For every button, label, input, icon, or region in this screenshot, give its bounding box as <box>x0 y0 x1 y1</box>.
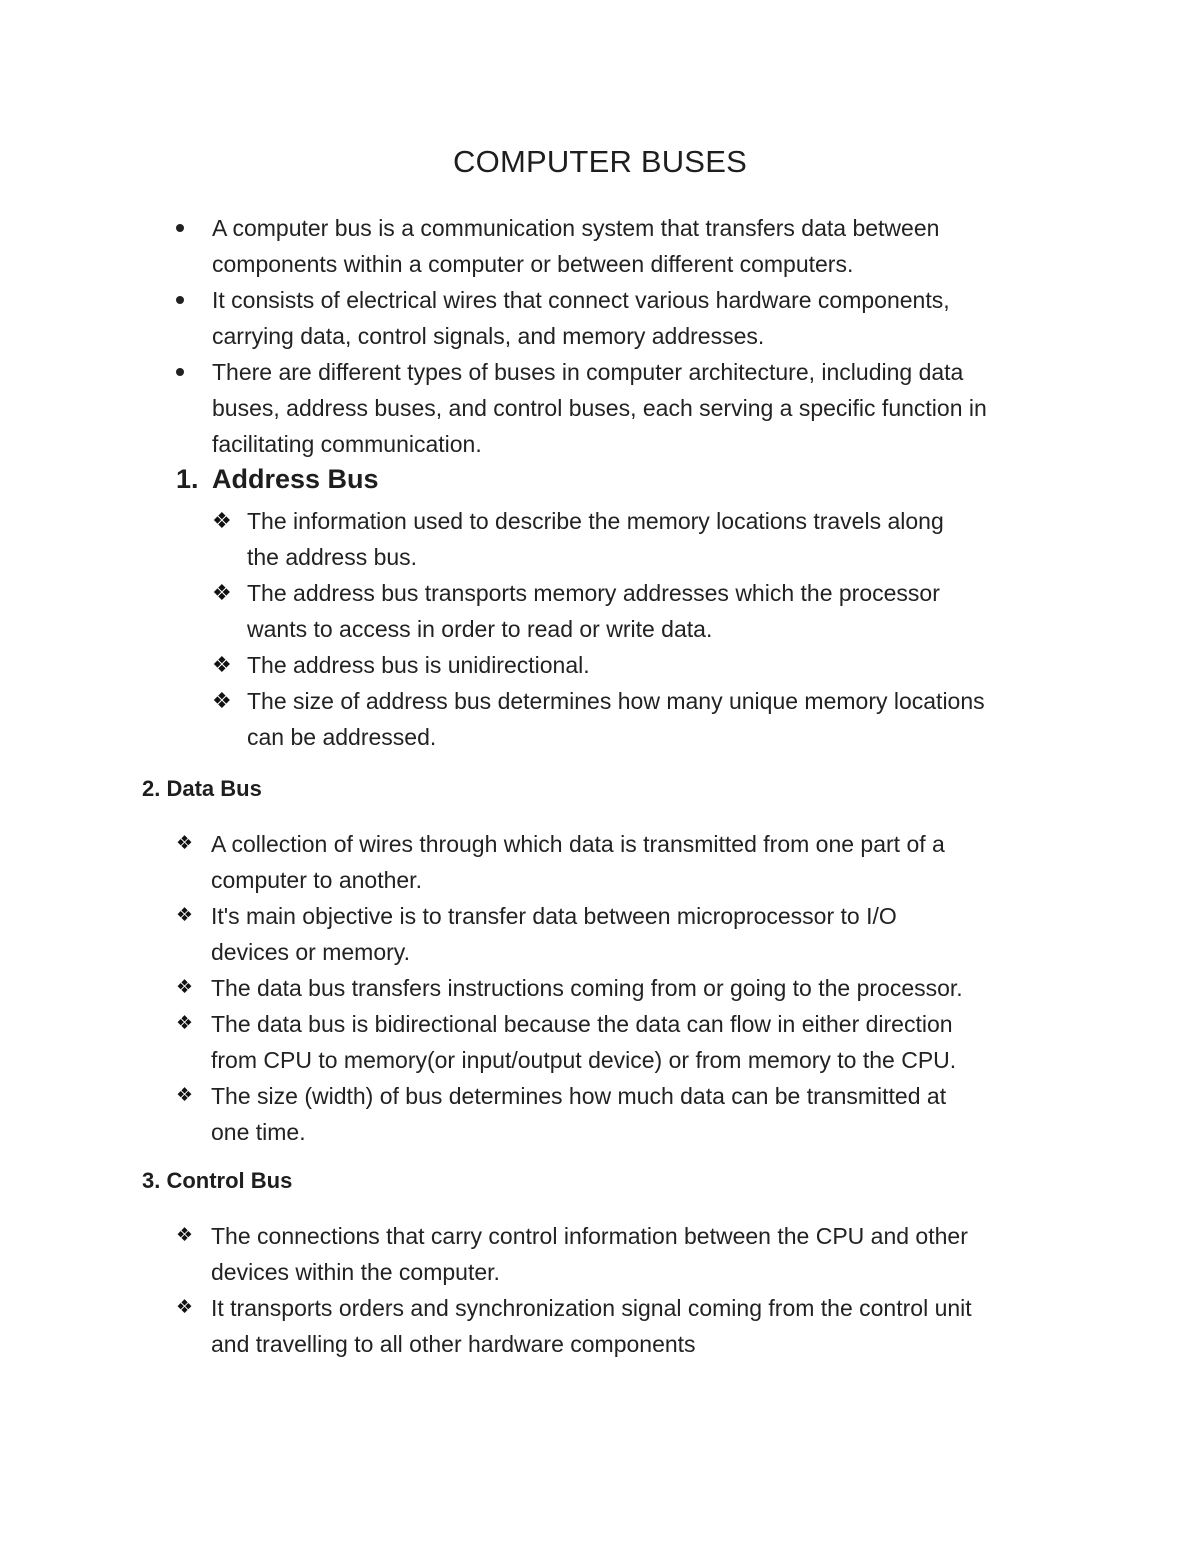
list-item-text: devices or memory. <box>211 939 410 965</box>
list-item-text: computer to another. <box>211 867 422 893</box>
list-item-text: The address bus is unidirectional. <box>247 652 590 678</box>
diamond-bullet-icon: ❖ <box>176 977 194 998</box>
document-title: COMPUTER BUSES <box>453 144 747 179</box>
diamond-bullet-icon: ❖ <box>176 1225 194 1246</box>
data-bus-heading: 2. Data Bus <box>142 776 262 801</box>
list-item-text: A computer bus is a communication system that transfers data between <box>212 215 940 241</box>
heading-text: Address Bus <box>212 464 379 494</box>
diamond-bullet-icon: ❖ <box>176 1013 194 1034</box>
list-item-text: carrying data, control signals, and memory addresses. <box>212 323 765 349</box>
list-item-text: It transports orders and synchronization signal coming from the control unit <box>211 1295 972 1321</box>
heading-number: 1. <box>176 464 199 494</box>
list-item-text: The data bus transfers instructions coming from or going to the processor. <box>211 975 963 1001</box>
list-item <box>176 1218 1076 1290</box>
bullet-icon <box>176 368 184 376</box>
list-item-text: one time. <box>211 1119 306 1145</box>
control-bus-heading: 3. Control Bus <box>142 1168 293 1193</box>
list-item-text: A collection of wires through which data is transmitted from one part of a <box>211 831 945 857</box>
control-bus-list <box>176 1218 1076 1362</box>
list-item <box>212 647 1082 683</box>
diamond-bullet-icon: ❖ <box>212 508 232 533</box>
diamond-bullet-icon: ❖ <box>212 688 232 713</box>
list-item <box>212 683 1082 755</box>
data-bus-list <box>176 826 1076 1150</box>
list-item-text: can be addressed. <box>247 724 437 750</box>
list-item-text: buses, address buses, and control buses, each serving a specific function in <box>212 395 987 421</box>
list-item-text: facilitating communication. <box>212 431 482 457</box>
list-item-text: There are different types of buses in computer architecture, including data <box>212 359 964 385</box>
diamond-bullet-icon: ❖ <box>212 652 232 677</box>
list-item <box>176 1078 1076 1150</box>
list-item-text: wants to access in order to read or write data. <box>247 616 713 642</box>
diamond-bullet-icon: ❖ <box>212 580 232 605</box>
list-item <box>176 1290 1076 1362</box>
list-item <box>176 826 1076 898</box>
address-bus-list <box>212 503 1082 755</box>
list-item-text: The data bus is bidirectional because the data can flow in either direction <box>211 1011 953 1037</box>
diamond-bullet-icon: ❖ <box>176 833 194 854</box>
list-item-text: The size (width) of bus determines how much data can be transmitted at <box>211 1083 947 1109</box>
list-item-text: It consists of electrical wires that connect various hardware components, <box>212 287 950 313</box>
list-item-text: the address bus. <box>247 544 418 570</box>
list-item-text: The address bus transports memory addresses which the processor <box>247 580 940 606</box>
list-item-text: from CPU to memory(or input/output device) or from memory to the CPU. <box>211 1047 957 1073</box>
list-item <box>172 282 1072 354</box>
list-item <box>172 210 1072 282</box>
list-item <box>176 1006 1076 1078</box>
diamond-bullet-icon: ❖ <box>176 1085 194 1106</box>
list-item-text: It's main objective is to transfer data between microprocessor to I/O <box>211 903 897 929</box>
diamond-bullet-icon: ❖ <box>176 905 194 926</box>
list-item-text: The connections that carry control information between the CPU and other <box>211 1223 968 1249</box>
address-bus-heading <box>176 464 379 495</box>
diamond-bullet-icon: ❖ <box>176 1297 194 1318</box>
list-item-text: The size of address bus determines how many unique memory locations <box>247 688 985 714</box>
list-item-text: components within a computer or between different computers. <box>212 251 854 277</box>
bullet-icon <box>176 296 184 304</box>
list-item <box>176 898 1076 970</box>
list-item-text: The information used to describe the memory locations travels along <box>247 508 944 534</box>
list-item <box>212 503 1082 575</box>
list-item-text: and travelling to all other hardware components <box>211 1331 696 1357</box>
list-item-text: devices within the computer. <box>211 1259 500 1285</box>
intro-bullet-list <box>172 210 1072 462</box>
list-item <box>172 354 1072 462</box>
bullet-icon <box>176 224 184 232</box>
list-item <box>176 970 1076 1006</box>
list-item <box>212 575 1082 647</box>
